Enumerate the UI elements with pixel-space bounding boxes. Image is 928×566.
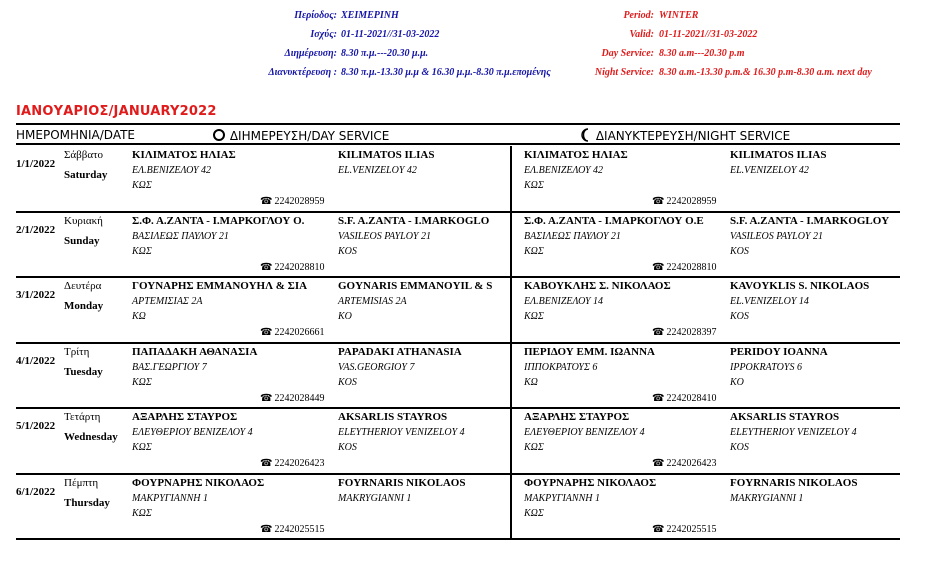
day-addr-en: VAS.GEORGIOY 7 <box>338 362 415 373</box>
day-city-en: KO <box>338 311 352 322</box>
night-addr-en: ELEYTHERIOY VENIZELOY 4 <box>730 427 857 438</box>
phone-icon: ☎ <box>260 196 273 207</box>
night-city-gr: ΚΩΣ <box>524 246 544 257</box>
phone-icon: ☎ <box>652 458 665 469</box>
header-gr-value-day-service: 8.30 π.μ.---20.30 μ.μ. <box>341 48 429 59</box>
night-city-en: KO <box>730 377 744 388</box>
row-day-gr: Τετάρτη <box>64 411 101 423</box>
column-divider <box>510 146 512 212</box>
row-day-gr: Δευτέρα <box>64 280 102 292</box>
night-name-gr: ΦΟΥΡΝΑΡΗΣ ΝΙΚΟΛΑΟΣ <box>524 477 657 489</box>
night-phone-number: 2242028959 <box>666 196 717 207</box>
row-date: 3/1/2022 <box>16 289 56 301</box>
table-row <box>16 212 900 278</box>
day-name-gr: ΦΟΥΡΝΑΡΗΣ ΝΙΚΟΛΑΟΣ <box>132 477 265 489</box>
night-addr-en: EL.VENIZELOY 14 <box>730 296 809 307</box>
phone-icon: ☎ <box>652 393 665 404</box>
header-en-value-valid: 01-11-2021//31-03-2022 <box>659 29 758 40</box>
header-bottom-rule <box>16 143 900 145</box>
day-name-gr: Σ.Φ. Α.ΖΑΝΤΑ - Ι.ΜΑΡΚΟΓΛΟΥ Ο. <box>132 215 305 227</box>
table-row <box>16 474 900 540</box>
day-phone <box>260 458 324 469</box>
night-phone <box>652 524 716 535</box>
night-name-en: KAVOYKLIS S. NIKOLAOS <box>730 280 870 292</box>
row-date: 5/1/2022 <box>16 420 56 432</box>
day-city-en: KOS <box>338 442 357 453</box>
header-en-label-night-service: Night Service: <box>594 67 654 78</box>
row-day-en: Thursday <box>64 497 110 509</box>
header-gr-label-valid: Ισχύς: <box>310 29 337 40</box>
night-name-gr: ΑΞΑΡΛΗΣ ΣΤΑΥΡΟΣ <box>524 411 630 423</box>
night-phone-number: 2242026423 <box>666 458 717 469</box>
night-phone-number: 2242028410 <box>666 393 717 404</box>
night-name-en: FOYRNARIS NIKOLAOS <box>730 477 858 489</box>
column-divider <box>510 474 512 540</box>
night-phone-number: 2242028397 <box>666 327 717 338</box>
header-en-value-night-service: 8.30 a.m.-13.30 p.m.& 16.30 p.m-8.30 a.m. next day <box>659 67 872 78</box>
header-en-value-day-service: 8.30 a.m---20.30 p.m <box>659 48 745 59</box>
day-addr-en: ARTEMISIAS 2A <box>338 296 407 307</box>
night-addr-en: VASILEOS PAYLOY 21 <box>730 231 823 242</box>
column-header-night-label: ΔΙΑΝΥΚΤΕΡΕΥΣΗ/NIGHT SERVICE <box>595 129 791 143</box>
night-addr-gr: ΕΛ.ΒΕΝΙΖΕΛΟΥ 14 <box>524 296 604 307</box>
day-phone <box>260 327 324 338</box>
night-phone <box>652 196 716 207</box>
day-addr-gr: ΑΡΤΕΜΙΣΙΑΣ 2Α <box>132 296 203 307</box>
day-name-en: FOYRNARIS NIKOLAOS <box>338 477 466 489</box>
day-phone <box>260 262 324 273</box>
day-name-en: PAPADAKI ATHANASIA <box>338 346 462 358</box>
night-city-en: KOS <box>730 311 749 322</box>
day-phone-number: 2242026661 <box>274 327 325 338</box>
column-header-date: ΗΜΕΡΟΜΗΝΙΑ/DATE <box>16 128 136 142</box>
row-day-gr: Πέμπτη <box>64 477 99 489</box>
day-name-en: S.F. A.ZANTA - I.MARKOGLO <box>338 215 490 227</box>
header-en-label-period: Period: <box>623 10 654 21</box>
night-phone <box>652 262 716 273</box>
table-row <box>16 408 900 474</box>
day-phone-number: 2242026423 <box>274 458 325 469</box>
column-header-day-label: ΔΙΗΜΕΡΕΥΣΗ/DAY SERVICE <box>229 129 390 143</box>
day-name-gr: ΓΟΥΝΑΡΗΣ ΕΜΜΑΝΟΥΗΛ & ΣΙΑ <box>132 280 308 292</box>
night-city-en: KOS <box>730 442 749 453</box>
day-phone-number: 2242025515 <box>274 524 325 535</box>
day-city-gr: ΚΩ <box>132 311 146 322</box>
table-row <box>16 343 900 409</box>
day-name-gr: ΚΙΛΙΜΑΤΟΣ ΗΛΙΑΣ <box>132 149 236 161</box>
header-en-label-day-service: Day Service: <box>601 48 654 59</box>
day-name-en: AKSARLIS STAYROS <box>338 411 448 423</box>
night-phone-number: 2242028810 <box>666 262 717 273</box>
row-day-en: Saturday <box>64 169 108 181</box>
phone-icon: ☎ <box>652 327 665 338</box>
day-city-en: KOS <box>338 246 357 257</box>
header-gr-label-night-service: Διανυκτέρευση : <box>268 67 337 78</box>
day-phone-number: 2242028810 <box>274 262 325 273</box>
row-day-en: Sunday <box>64 235 100 247</box>
night-name-gr: ΚΙΛΙΜΑΤΟΣ ΗΛΙΑΣ <box>524 149 628 161</box>
day-name-en: GOYNARIS EMMANOYIL & S <box>338 280 493 292</box>
table-row <box>16 146 900 212</box>
day-addr-en: VASILEOS PAYLOY 21 <box>338 231 431 242</box>
header-gr-value-valid: 01-11-2021//31-03-2022 <box>341 29 440 40</box>
header-top-rule <box>16 123 900 125</box>
night-city-gr: ΚΩΣ <box>524 508 544 519</box>
night-city-en: KOS <box>730 246 749 257</box>
phone-icon: ☎ <box>260 458 273 469</box>
phone-icon: ☎ <box>652 524 665 535</box>
month-title: ΙΑΝΟΥΑΡΙΟΣ/JANUARY2022 <box>16 104 217 119</box>
day-addr-gr: ΕΛΕΥΘΕΡΙΟΥ ΒΕΝΙΖΕΛΟΥ 4 <box>132 427 253 438</box>
night-addr-en: IPPOKRATOYS 6 <box>730 362 802 373</box>
column-divider <box>510 343 512 409</box>
column-divider <box>510 277 512 343</box>
night-addr-en: MAKRYGIANNI 1 <box>730 493 804 504</box>
phone-icon: ☎ <box>260 524 273 535</box>
day-addr-en: MAKRYGIANNI 1 <box>338 493 412 504</box>
day-phone <box>260 196 324 207</box>
day-name-gr: ΑΞΑΡΛΗΣ ΣΤΑΥΡΟΣ <box>132 411 238 423</box>
night-name-gr: ΠΕΡΙΔΟΥ ΕΜΜ. ΙΩΑΝΝΑ <box>524 346 655 358</box>
day-city-gr: ΚΩΣ <box>132 508 152 519</box>
night-city-gr: ΚΩ <box>524 377 538 388</box>
phone-icon: ☎ <box>652 262 665 273</box>
row-date: 4/1/2022 <box>16 355 56 367</box>
night-name-gr: ΚΑΒΟΥΚΛΗΣ Σ. ΝΙΚΟΛΑΟΣ <box>524 280 671 292</box>
night-phone <box>652 393 716 404</box>
header-en-label-valid: Valid: <box>629 29 654 40</box>
row-date: 1/1/2022 <box>16 158 56 170</box>
row-day-gr: Τρίτη <box>64 346 90 358</box>
night-name-en: KILIMATOS ILIAS <box>730 149 827 161</box>
row-day-en: Tuesday <box>64 366 103 378</box>
row-rule-bottom <box>16 538 900 540</box>
header-gr-label-day-service: Διημέρευση: <box>284 48 337 59</box>
header-gr-value-night-service: 8.30 π.μ.-13.30 μ.μ & 16.30 μ.μ.-8.30 π.μ.επομένης <box>341 67 551 78</box>
night-phone <box>652 327 716 338</box>
row-date: 2/1/2022 <box>16 224 56 236</box>
night-addr-gr: ΜΑΚΡΥΓΙΑΝΝΗ 1 <box>524 493 600 504</box>
phone-icon: ☎ <box>260 393 273 404</box>
night-phone-number: 2242025515 <box>666 524 717 535</box>
row-day-en: Monday <box>64 300 104 312</box>
day-phone <box>260 393 324 404</box>
column-divider <box>510 212 512 278</box>
night-name-en: AKSARLIS STAYROS <box>730 411 840 423</box>
day-name-en: KILIMATOS ILIAS <box>338 149 435 161</box>
day-city-gr: ΚΩΣ <box>132 442 152 453</box>
row-day-gr: Κυριακή <box>64 215 103 227</box>
header-gr-value-period: ΧΕΙΜΕΡΙΝΗ <box>341 10 399 21</box>
phone-icon: ☎ <box>260 262 273 273</box>
day-city-gr: ΚΩΣ <box>132 377 152 388</box>
day-phone-number: 2242028959 <box>274 196 325 207</box>
night-addr-gr: ΙΠΠΟΚΡΑΤΟΥΣ 6 <box>524 362 598 373</box>
table-row <box>16 277 900 343</box>
row-day-gr: Σάββατο <box>64 149 104 161</box>
header-en-value-period: WINTER <box>659 10 699 21</box>
phone-icon: ☎ <box>652 196 665 207</box>
day-addr-gr: ΒΑΣ.ΓΕΩΡΓΙΟΥ 7 <box>132 362 207 373</box>
night-city-gr: ΚΩΣ <box>524 442 544 453</box>
phone-icon: ☎ <box>260 327 273 338</box>
row-date: 6/1/2022 <box>16 486 56 498</box>
day-city-en: KOS <box>338 377 357 388</box>
day-phone-number: 2242028449 <box>274 393 325 404</box>
header-gr-label-period: Περίοδος: <box>294 10 337 21</box>
night-addr-gr: ΒΑΣΙΛΕΩΣ ΠΑΥΛΟΥ 21 <box>524 231 621 242</box>
night-name-en: S.F. A.ZANTA - I.MARKOGLOY <box>730 215 890 227</box>
day-addr-en: EL.VENIZELOY 42 <box>338 165 417 176</box>
night-addr-gr: ΕΛΕΥΘΕΡΙΟΥ ΒΕΝΙΖΕΛΟΥ 4 <box>524 427 645 438</box>
day-addr-gr: ΕΛ.ΒΕΝΙΖΕΛΟΥ 42 <box>132 165 212 176</box>
row-day-en: Wednesday <box>64 431 118 443</box>
night-phone <box>652 458 716 469</box>
day-name-gr: ΠΑΠΑΔΑΚΗ ΑΘΑΝΑΣΙΑ <box>132 346 258 358</box>
day-addr-gr: ΒΑΣΙΛΕΩΣ ΠΑΥΛΟΥ 21 <box>132 231 229 242</box>
night-city-gr: ΚΩΣ <box>524 180 544 191</box>
day-city-gr: ΚΩΣ <box>132 180 152 191</box>
night-city-gr: ΚΩΣ <box>524 311 544 322</box>
day-city-gr: ΚΩΣ <box>132 246 152 257</box>
night-addr-en: EL.VENIZELOY 42 <box>730 165 809 176</box>
column-divider <box>510 408 512 474</box>
day-addr-gr: ΜΑΚΡΥΓΙΑΝΝΗ 1 <box>132 493 208 504</box>
day-phone <box>260 524 324 535</box>
night-addr-gr: ΕΛ.ΒΕΝΙΖΕΛΟΥ 42 <box>524 165 604 176</box>
night-name-gr: Σ.Φ. Α.ΖΑΝΤΑ - Ι.ΜΑΡΚΟΓΛΟΥ Ο.Ε <box>524 215 704 227</box>
day-addr-en: ELEYTHERIOY VENIZELOY 4 <box>338 427 465 438</box>
night-name-en: PERIDOY IOANNA <box>730 346 828 358</box>
